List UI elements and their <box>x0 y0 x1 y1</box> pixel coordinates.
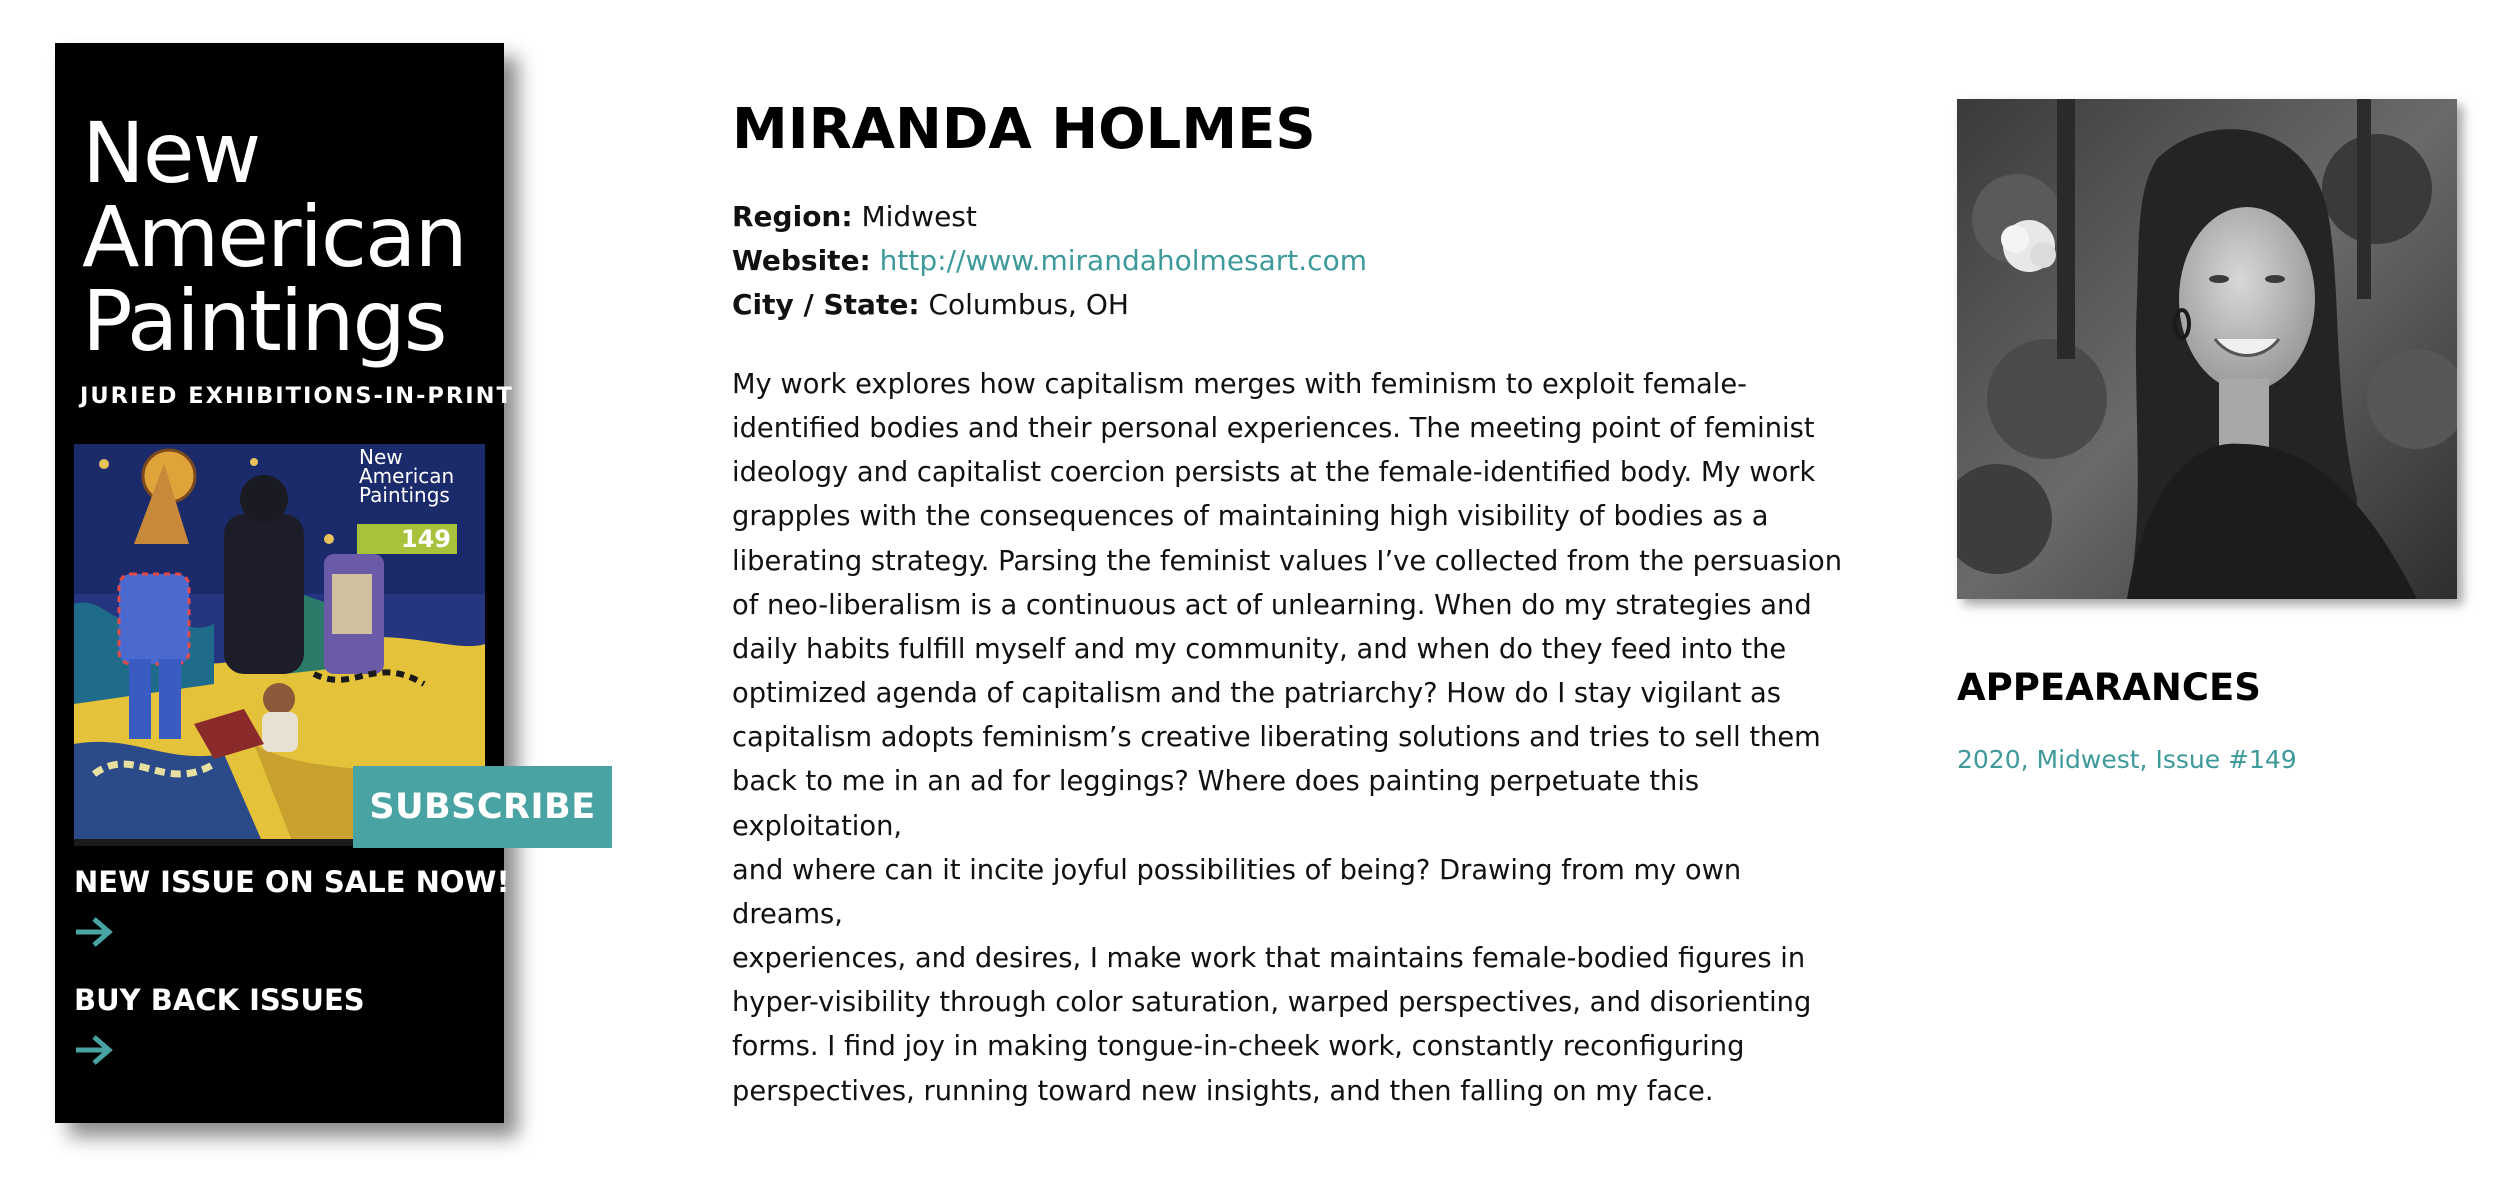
arrow-right-icon[interactable] <box>74 915 114 949</box>
city-row <box>732 283 1367 327</box>
cover-title <box>359 445 479 507</box>
city-label: City / State: <box>732 288 920 321</box>
cover-title-line: American <box>359 464 455 488</box>
region-value: Midwest <box>861 200 977 233</box>
artist-meta <box>732 195 1367 327</box>
website-label: Website: <box>732 244 871 277</box>
subscribe-button[interactable]: SUBSCRIBE <box>353 766 612 848</box>
region-label: Region: <box>732 200 853 233</box>
portrait-photo <box>1957 99 2457 599</box>
ad-brand-line: New <box>82 104 260 202</box>
ad-brand-line: Paintings <box>82 272 446 370</box>
cover-title-line: Paintings <box>359 483 450 507</box>
cover-issue-number: 149 <box>357 524 457 554</box>
website-row <box>732 239 1367 283</box>
artist-portrait <box>1957 99 2457 599</box>
magazine-ad[interactable] <box>55 43 514 1123</box>
appearances-heading: APPEARANCES <box>1957 666 2261 709</box>
ad-brand-line: American <box>82 188 466 286</box>
artist-statement: My work explores how capitalism merges with feminism to exploit female- identified bodies and their personal experiences. The meeting point of feminist ideology and capitalist coercion persists at the female-identified body. My work grapples with the consequences of maintaining high visibility of bodies as a liberating strategy. Parsing the feminist values I’ve collected from the persuasion of neo-liberalism is a continuous act of unlearning. When do my strategies and daily habits fulfill myself and my community, and when do they feed into the optimized agenda of capitalism and the patriarchy? How do I stay vigilant as capitalism adopts feminism’s creative liberating solutions and tries to sell them back to me in an ad for leggings? Where does painting perpetuate this exploitation, and where can it incite joyful possibilities of being? Drawing from my own dreams, experiences, and desires, I make work that maintains female-bodied figures in hyper-visibility through color saturation, warped perspectives, and disorienting forms. I find joy in making tongue-in-cheek work, constantly reconfiguring perspectives, running toward new insights, and then falling on my face. <box>732 369 1843 1107</box>
ad-tagline: JURIED EXHIBITIONS-IN-PRINT <box>80 383 514 409</box>
back-issues-link[interactable]: BUY BACK ISSUES <box>74 983 365 1017</box>
arrow-right-icon[interactable] <box>74 1033 114 1067</box>
artist-name: MIRANDA HOLMES <box>732 97 1316 162</box>
website-link[interactable]: http://www.mirandaholmesart.com <box>879 244 1367 277</box>
cover-title-line: New <box>359 445 403 469</box>
city-value: Columbus, OH <box>928 288 1129 321</box>
region-row <box>732 195 1367 239</box>
new-issue-link[interactable]: NEW ISSUE ON SALE NOW! <box>74 865 510 899</box>
ad-brand-logo[interactable] <box>82 104 502 370</box>
appearance-link[interactable]: 2020, Midwest, Issue #149 <box>1957 745 2297 774</box>
